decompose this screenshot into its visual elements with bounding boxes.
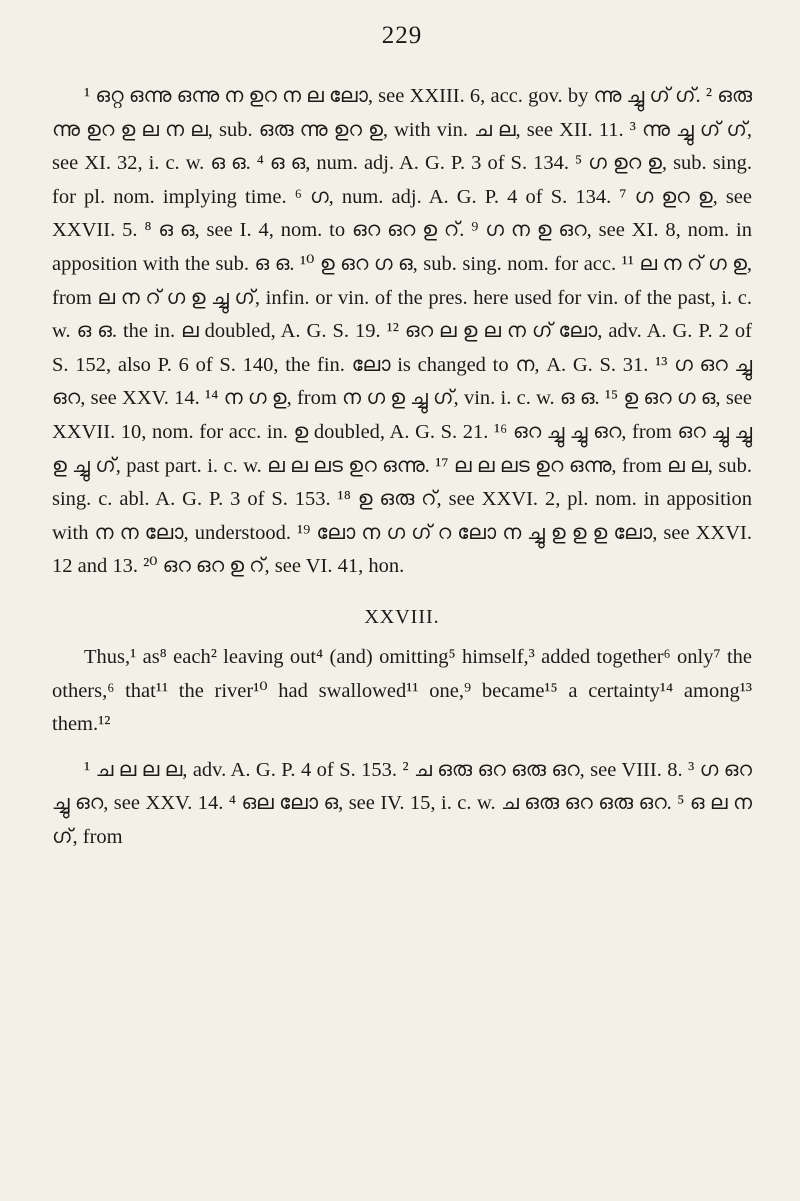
section-heading: XXVIII. <box>364 605 440 628</box>
translation-paragraph: Thus,¹ as⁸ each² leaving out⁴ (and) omitting⁵ himself,³ added together⁶ only⁷ the others,⁶ that¹¹ the river¹⁰ had swallowed¹¹ one,⁹ became¹⁵ a certainty¹⁴ among¹³ them.¹² <box>52 645 752 736</box>
footnotes-block-1 <box>52 80 752 584</box>
page-bottom-fade <box>0 1177 800 1201</box>
footnotes-text-2: ¹ ച ല ല ല, adv. A. G. P. 4 of S. 153. ² ച ഒരു ഒറ ഒരു ഒറ, see VIII. 8. ³ ഗ ഒറ ച്ചു ഒറ, see XXV. 14. ⁴ ഒല ലോ ഒ, see IV. 15, i. c. w. ച ഒരു ഒറ ഒരു ഒറ. ⁵ ഒ ല ന ഗ്, from <box>52 758 752 848</box>
footnotes-text-1: ¹ ഒറ്റ ഒന്നു ഒന്നു ന ഉറ ന ല ലോ, see XXIII. 6, acc. gov. by ന്നു ച്ചു ഗ് ഗ്. ² ഒരു ന്നു ഉറ ഉ ല ന ല, sub. ഒരു ന്നു ഉറ ഉ, with vin. ച ല, see XII. 11. ³ ന്നു ച്ചു ഗ് ഗ്, see XI. 32, i. c. w. ഒ ഒ. ⁴ ഒ ഒ, num. adj. A. G. P. 3 of S. 134. ⁵ ഗ ഉറ ഉ, sub. sing. for pl. nom. implying time. ⁶ ഗ, num. adj. A. G. P. 4 of S. 134. ⁷ ഗ ഉറ ഉ, see XXVII. 5. ⁸ ഒ ഒ, see I. 4, nom. to ഒറ ഒറ ഉ റ്. ⁹ ഗ ന ഉ ഒറ, see XI. 8, nom. in apposition with the sub. ഒ ഒ. ¹⁰ ഉ ഒറ ഗ ഒ, sub. sing. nom. for acc. ¹¹ ല ന റ് ഗ ഉ, from ല ന റ് ഗ ഉ ച്ചു ഗ്, infin. or vin. of the pres. here used for vin. of the past, i. c. w. ഒ ഒ. the in. ല doubled, A. G. S. 19. ¹² ഒറ ല ഉ ല ന ഗ് ലോ, adv. A. G. P. 2 of S. 152, also P. 6 of S. 140, the fin. ലോ is changed to ന, A. G. S. 31. ¹³ ഗ ഒറ ച്ചു ഒറ, see XXV. 14. ¹⁴ ന ഗ ഉ, from ന ഗ ഉ ച്ചു ഗ്, vin. i. c. w. ഒ ഒ. ¹⁵ ഉ ഒറ ഗ ഒ, see XXVII. 10, nom. for acc. in. ഉ doubled, A. G. S. 21. ¹⁶ ഒറ ച്ചു ച്ചു ഒറ, from ഒറ ച്ചു ച്ചു ഉ ച്ചു ഗ്, past part. i. c. w. ല ല ലട ഉറ ഒന്നു. ¹⁷ ല ല ലട ഉറ ഒന്നു, from ല ല, sub. sing. c. abl. A. G. P. 3 of S. 153. ¹⁸ ഉ ഒരു റ്, see XXVI. 2, pl. nom. in apposition with ന ന ലോ, understood. ¹⁹ ലോ ന ഗ ഗ് റ ലോ ന ച്ചു ഉ ഉ ഉ ലോ, see XXVI. 12 and 13. ²⁰ ഒറ ഒറ ഉ റ്, see VI. 41, hon. <box>52 85 752 578</box>
page-number: 229 <box>381 22 423 49</box>
footnotes-block-2 <box>52 754 752 855</box>
